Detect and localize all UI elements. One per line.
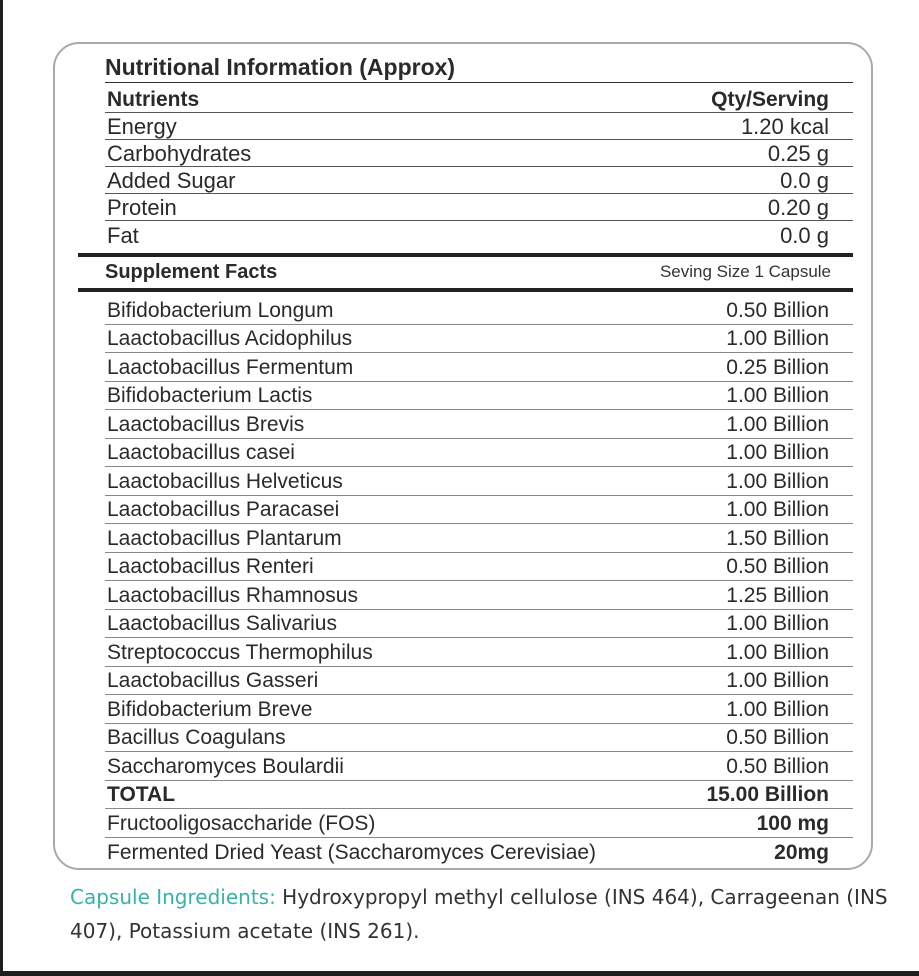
ingredients-label: Capsule Ingredients: [70, 885, 276, 909]
strain-name: Laactobacillus Renteri [107, 555, 314, 578]
strain-amount: 0.50 Billion [726, 726, 829, 749]
strain-amount: 0.50 Billion [726, 298, 829, 322]
extra-amount: 100 mg [756, 811, 829, 835]
supplement-row [105, 296, 853, 325]
strain-name: Laactobacillus Helveticus [107, 469, 343, 493]
nutrients-table [105, 86, 853, 248]
nutrient-name: Energy [107, 114, 177, 139]
supplement-row [105, 752, 853, 781]
nutrient-row [105, 194, 853, 221]
supplement-row [105, 581, 853, 610]
supplement-row [105, 610, 853, 639]
strain-amount: 0.50 Billion [726, 754, 829, 778]
nutrient-name: Added Sugar [107, 168, 236, 193]
nutrient-value: 0.20 g [767, 195, 829, 220]
strain-name: Laactobacillus Acidophilus [107, 327, 353, 350]
supplement-row [105, 353, 853, 382]
strain-name: Laactobacillus Gasseri [107, 669, 319, 692]
strain-amount: 1.00 Billion [726, 469, 829, 493]
extra-name: Fermented Dried Yeast (Saccharomyces Cerevisiae) [107, 841, 597, 864]
extra-row [105, 809, 853, 838]
supplement-row [105, 325, 853, 354]
strain-name: Bifidobacterium Longum [107, 298, 334, 322]
supplement-row [105, 467, 853, 496]
strain-amount: 0.50 Billion [726, 555, 829, 578]
strain-amount: 1.25 Billion [726, 583, 829, 607]
frame-edge-left [0, 0, 3, 976]
nutrient-value: 0.25 g [767, 141, 829, 166]
nutrient-value: 0.0 g [780, 168, 829, 193]
strain-name: Laactobacillus casei [107, 441, 295, 464]
supplement-row [105, 695, 853, 724]
supplement-row [105, 524, 853, 553]
frame-edge-bottom [0, 971, 919, 976]
supplement-row [105, 667, 853, 696]
strain-amount: 1.00 Billion [726, 697, 829, 721]
supplement-row [105, 382, 853, 411]
strain-amount: 1.50 Billion [726, 526, 829, 550]
strain-name: Laactobacillus Plantarum [107, 526, 342, 550]
strain-name: Bifidobacterium Breve [107, 697, 313, 721]
nutrients-header-row [105, 86, 853, 113]
nutrient-row [105, 221, 853, 248]
strain-amount: 1.00 Billion [726, 498, 829, 521]
supplement-facts-header [105, 257, 853, 287]
panel-title: Nutritional Information (Approx) [105, 52, 853, 83]
strain-name: Bifidobacterium Lactis [107, 384, 313, 407]
section-divider-thick [78, 288, 853, 292]
ingredients-text: Hydroxypropyl methyl cellulose (INS 464), Carrageenan (INS 407), Potassium acetate (INS 261). [70, 885, 888, 943]
strain-name: Laactobacillus Paracasei [107, 498, 340, 521]
total-amount: 15.00 Billion [706, 783, 829, 806]
strain-name: Saccharomyces Boulardii [107, 754, 344, 778]
strain-name: Laactobacillus Brevis [107, 412, 305, 436]
strain-name: Laactobacillus Rhamnosus [107, 583, 358, 607]
strain-name: Laactobacillus Salivarius [107, 612, 337, 635]
strain-amount: 1.00 Billion [726, 669, 829, 692]
supplement-row [105, 496, 853, 525]
nutrients-header-name: Nutrients [107, 88, 200, 111]
extra-row [105, 838, 853, 867]
strain-amount: 0.25 Billion [726, 355, 829, 379]
supplement-row [105, 410, 853, 439]
nutrient-row [105, 140, 853, 167]
strain-amount: 1.00 Billion [726, 640, 829, 664]
supplement-facts-title: Supplement Facts [105, 260, 278, 283]
nutrient-row [105, 113, 853, 140]
strain-name: Bacillus Coagulans [107, 726, 286, 749]
strain-amount: 1.00 Billion [726, 441, 829, 464]
nutrient-name: Fat [107, 223, 139, 248]
supplement-row [105, 724, 853, 753]
supplement-total-row [105, 781, 853, 810]
nutrient-value: 1.20 kcal [740, 114, 829, 139]
strain-name: Streptococcus Thermophilus [107, 640, 373, 664]
strain-amount: 1.00 Billion [726, 384, 829, 407]
extra-amount: 20mg [774, 841, 829, 864]
nutrient-row [105, 167, 853, 194]
strain-amount: 1.00 Billion [726, 412, 829, 436]
supplement-table [105, 296, 853, 809]
nutrient-value: 0.0 g [780, 223, 829, 248]
serving-size-label: Seving Size 1 Capsule [659, 262, 831, 281]
supplement-row [105, 553, 853, 582]
strain-amount: 1.00 Billion [726, 327, 829, 350]
nutrient-name: Protein [107, 195, 177, 220]
supplement-row [105, 439, 853, 468]
capsule-ingredients [70, 880, 890, 948]
nutrients-header-value: Qty/Serving [711, 88, 829, 111]
extra-name: Fructooligosaccharide (FOS) [107, 811, 376, 835]
extras-table [105, 809, 853, 866]
supplement-row [105, 638, 853, 667]
total-label: TOTAL [107, 783, 176, 806]
strain-amount: 1.00 Billion [726, 612, 829, 635]
nutrient-name: Carbohydrates [107, 141, 252, 166]
strain-name: Laactobacillus Fermentum [107, 355, 354, 379]
